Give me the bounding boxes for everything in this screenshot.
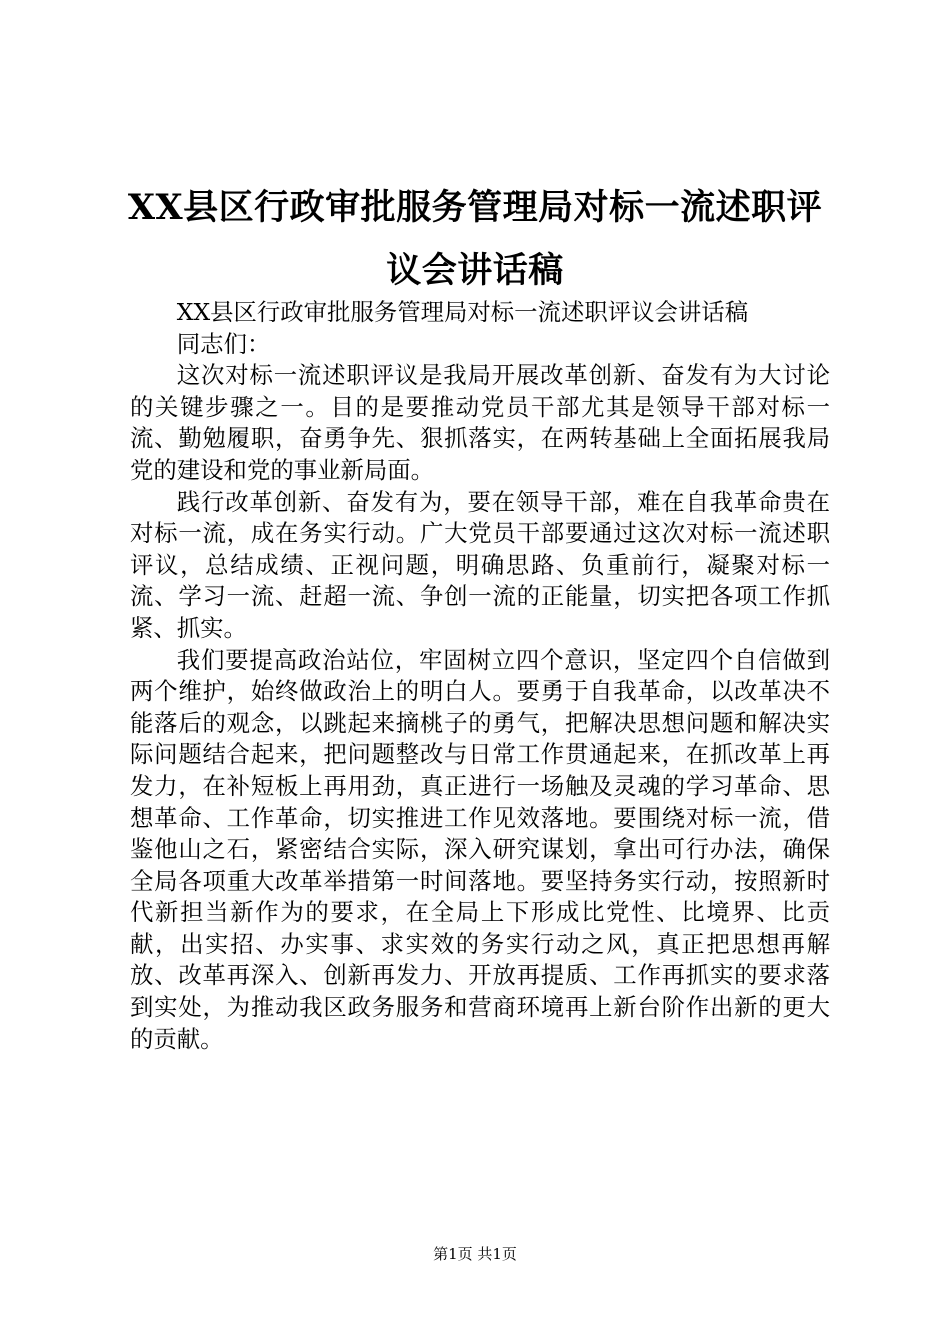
paragraph-3: 我们要提高政治站位，牢固树立四个意识，坚定四个自信做到两个维护，始终做政治上的明白人。要勇于自我革命，以改革决不能落后的观念，以跳起来摘桃子的勇气，把解决思想问题和解决实际问题结合起来，把问题整改与日常工作贯通起来，在抓改革上再发力，在补短板上再用劲，真正进行一场触及灵魂的学习革命、思想革命、工作革命，切实推进工作见效落地。要围绕对标一流，借鉴他山之石，紧密结合实际，深入研究谋划，拿出可行办法，确保全局各项重大改革举措第一时间落地。要坚持务实行动，按照新时代新担当新作为的要求，在全局上下形成比党性、比境界、比贡献，出实招、办实事、求实效的务实行动之风，真正把思想再解放、改革再深入、创新再发力、开放再提质、工作再抓实的要求落到实处，为推动我区政务服务和营商环境再上新台阶作出新的更大的贡献。 [130, 645, 830, 1053]
document-body [130, 297, 830, 1055]
page-footer: 第1页 共1页 [433, 1245, 517, 1263]
paragraph-salutation: 同志们： [176, 329, 271, 358]
document-title: XX县区行政审批服务管理局对标一流述职评议会讲话稿 [127, 187, 823, 291]
paragraph-2: 践行改革创新、奋发有为，要在领导干部，难在自我革命贵在对标一流，成在务实行动。广大党员干部要通过这次对标一流述职评议，总结成绩、正视问题，明确思路、负重前行，凝聚对标一流、学习一流、赶超一流、争创一流的正能量，切实把各项工作抓紧、抓实。 [130, 487, 830, 642]
paragraph-1: 这次对标一流述职评议是我局开展改革创新、奋发有为大讨论的关键步骤之一。目的是要推动党员干部尤其是领导干部对标一流、勤勉履职，奋勇争先、狠抓落实，在两转基础上全面拓展我局党的建设和党的事业新局面。 [130, 361, 830, 484]
paragraph-repeated-title: XX县区行政审批服务管理局对标一流述职评议会讲话稿 [176, 298, 749, 326]
